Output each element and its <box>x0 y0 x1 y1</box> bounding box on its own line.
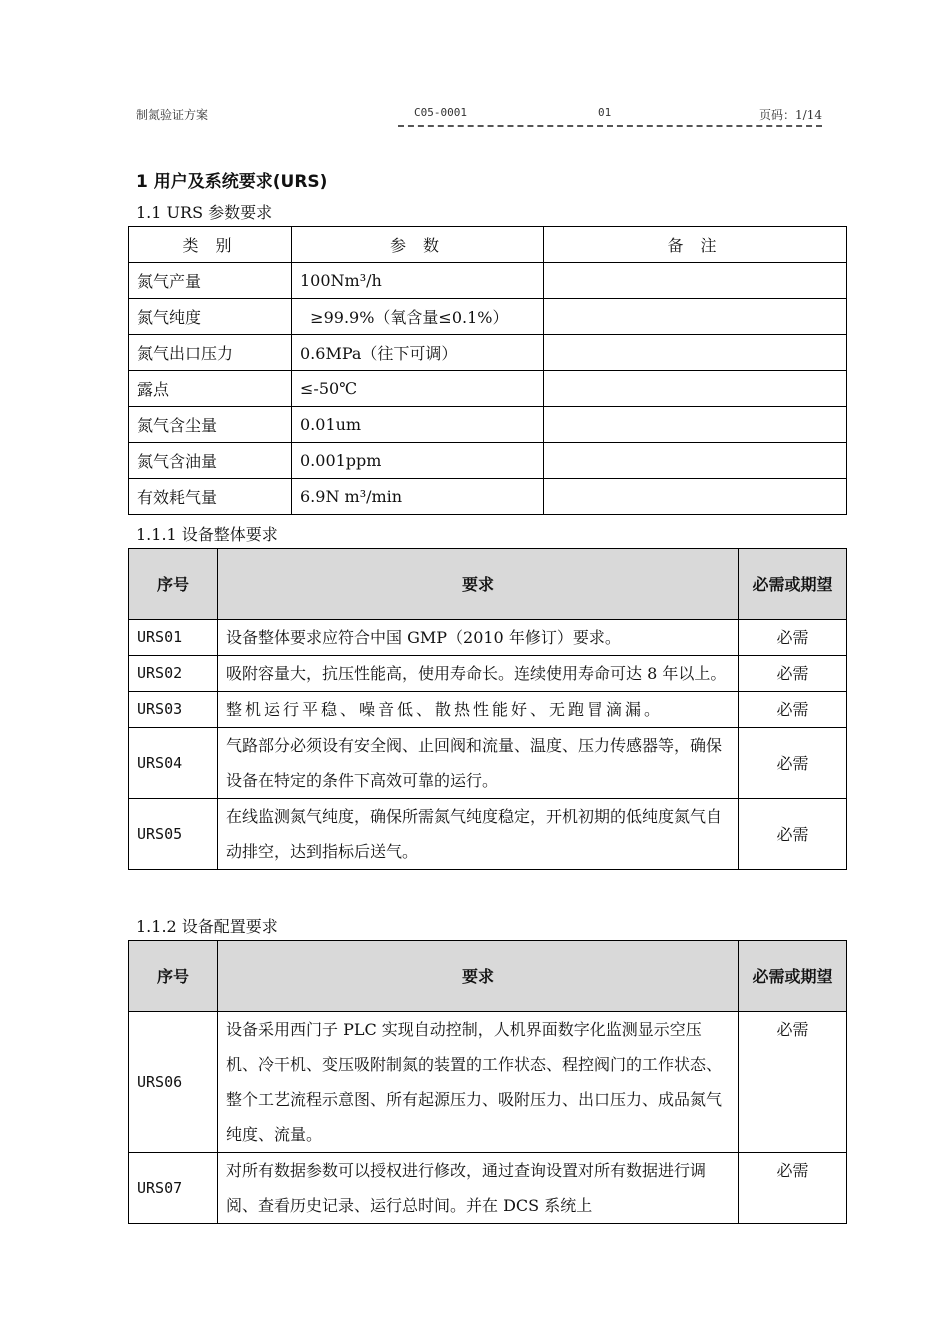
table-row <box>129 479 847 515</box>
cell-category: 氮气含油量 <box>129 443 292 479</box>
cell-id: URS02 <box>129 656 218 692</box>
config-requirements-table <box>128 940 847 1224</box>
table-row <box>129 656 847 692</box>
cell-value: 0.01um <box>292 407 544 443</box>
cell-id: URS07 <box>129 1153 218 1224</box>
table-row <box>129 371 847 407</box>
cell-id: URS03 <box>129 692 218 728</box>
cell-value: 0.6MPa（往下可调） <box>292 335 544 371</box>
cell-note <box>544 479 847 515</box>
header-need: 必需或期望 <box>739 549 847 620</box>
table-row <box>129 299 847 335</box>
header-note: 备 注 <box>544 227 847 263</box>
overall-requirements-table <box>128 548 847 870</box>
cell-requirement: 设备采用西门子 PLC 实现自动控制，人机界面数字化监测显示空压机、冷干机、变压吸附制氮的装置的工作状态、程控阀门的工作状态、整个工艺流程示意图、所有起源压力、吸附压力、出口压力、成品氮气纯度、流量。 <box>218 1012 739 1153</box>
table-row <box>129 692 847 728</box>
section-1-1-2-heading: 1.1.2 设备配置要求 <box>136 917 278 936</box>
cell-category: 氮气纯度 <box>129 299 292 335</box>
cell-requirement: 整机运行平稳、噪音低、散热性能好、无跑冒滴漏。 <box>218 692 739 728</box>
header-need: 必需或期望 <box>739 941 847 1012</box>
cell-requirement: 吸附容量大，抗压性能高，使用寿命长。连续使用寿命可达 8 年以上。 <box>218 656 739 692</box>
table-row <box>129 407 847 443</box>
table-header-row <box>129 941 847 1012</box>
cell-category: 氮气出口压力 <box>129 335 292 371</box>
cell-requirement: 对所有数据参数可以授权进行修改，通过查询设置对所有数据进行调阅、查看历史记录、运行总时间。并在 DCS 系统上 <box>218 1153 739 1224</box>
table-row <box>129 799 847 870</box>
table-row <box>129 263 847 299</box>
cell-note <box>544 407 847 443</box>
cell-category: 氮气含尘量 <box>129 407 292 443</box>
header-requirement: 要求 <box>218 941 739 1012</box>
cell-need: 必需 <box>739 728 847 799</box>
cell-requirement: 气路部分必须设有安全阀、止回阀和流量、温度、压力传感器等，确保设备在特定的条件下高效可靠的运行。 <box>218 728 739 799</box>
cell-need: 必需 <box>739 620 847 656</box>
header-category: 类 别 <box>129 227 292 263</box>
section-title: 1 用户及系统要求(URS) <box>136 172 328 192</box>
cell-note <box>544 263 847 299</box>
cell-need: 必需 <box>739 1012 847 1153</box>
doc-version: 01 <box>598 106 612 119</box>
cell-requirement: 在线监测氮气纯度，确保所需氮气纯度稳定，开机初期的低纯度氮气自动排空，达到指标后送气。 <box>218 799 739 870</box>
cell-need: 必需 <box>739 692 847 728</box>
header-requirement: 要求 <box>218 549 739 620</box>
table-row <box>129 1012 847 1153</box>
header-id: 序号 <box>129 549 218 620</box>
cell-category: 氮气产量 <box>129 263 292 299</box>
table-header-row <box>129 227 847 263</box>
header-divider <box>398 125 822 127</box>
cell-id: URS04 <box>129 728 218 799</box>
doc-title: 制氮验证方案 <box>136 108 209 122</box>
cell-value: ≤-50℃ <box>292 371 544 407</box>
cell-id: URS01 <box>129 620 218 656</box>
cell-note <box>544 371 847 407</box>
cell-need: 必需 <box>739 656 847 692</box>
cell-category: 有效耗气量 <box>129 479 292 515</box>
table-row <box>129 728 847 799</box>
table-row <box>129 335 847 371</box>
doc-code: C05-0001 <box>414 106 467 119</box>
table-row <box>129 620 847 656</box>
cell-value: 0.001ppm <box>292 443 544 479</box>
page-number: 页码：1/14 <box>759 108 822 122</box>
cell-note <box>544 443 847 479</box>
cell-value: 100Nm³/h <box>292 263 544 299</box>
cell-note <box>544 335 847 371</box>
params-table <box>128 226 847 515</box>
table-row <box>129 1153 847 1224</box>
cell-category: 露点 <box>129 371 292 407</box>
table-header-row <box>129 549 847 620</box>
header-id: 序号 <box>129 941 218 1012</box>
cell-id: URS05 <box>129 799 218 870</box>
header-param: 参 数 <box>292 227 544 263</box>
cell-need: 必需 <box>739 1153 847 1224</box>
section-1-1-heading: 1.1 URS 参数要求 <box>136 203 273 222</box>
cell-value: ≥99.9%（氧含量≤0.1%） <box>292 299 544 335</box>
cell-requirement: 设备整体要求应符合中国 GMP（2010 年修订）要求。 <box>218 620 739 656</box>
cell-value: 6.9N m³/min <box>292 479 544 515</box>
cell-id: URS06 <box>129 1012 218 1153</box>
table-row <box>129 443 847 479</box>
section-1-1-1-heading: 1.1.1 设备整体要求 <box>136 525 278 544</box>
cell-need: 必需 <box>739 799 847 870</box>
cell-note <box>544 299 847 335</box>
